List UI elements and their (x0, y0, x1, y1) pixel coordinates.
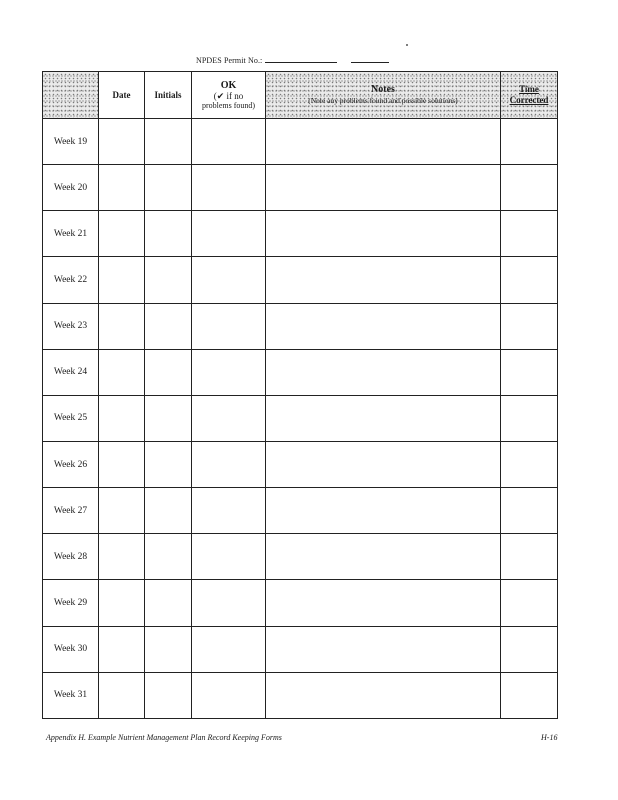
permit-number-blank-2[interactable] (351, 56, 389, 63)
initials-cell[interactable] (145, 349, 192, 395)
notes-cell[interactable] (266, 441, 501, 487)
initials-cell[interactable] (145, 165, 192, 211)
week-label: Week 28 (43, 534, 99, 580)
ok-cell[interactable] (192, 626, 266, 672)
header-notes-sub: (Note any problems found and possible solutions) (308, 96, 458, 105)
header-week-cell (43, 72, 99, 119)
week-label: Week 22 (43, 257, 99, 303)
permit-number-blank[interactable] (265, 56, 337, 63)
notes-cell[interactable] (266, 488, 501, 534)
ok-cell[interactable] (192, 303, 266, 349)
notes-cell[interactable] (266, 119, 501, 165)
ok-cell[interactable] (192, 211, 266, 257)
ok-cell[interactable] (192, 165, 266, 211)
initials-cell[interactable] (145, 211, 192, 257)
table-row (43, 534, 558, 580)
table-row (43, 257, 558, 303)
notes-cell[interactable] (266, 257, 501, 303)
initials-cell[interactable] (145, 303, 192, 349)
header-ok-title: OK (220, 79, 237, 91)
table-row (43, 626, 558, 672)
notes-cell[interactable] (266, 349, 501, 395)
week-label: Week 21 (43, 211, 99, 257)
notes-cell[interactable] (266, 534, 501, 580)
week-label: Week 25 (43, 395, 99, 441)
date-cell[interactable] (99, 303, 145, 349)
date-cell[interactable] (99, 395, 145, 441)
time-corrected-cell[interactable] (501, 165, 558, 211)
ok-cell[interactable] (192, 257, 266, 303)
time-corrected-cell[interactable] (501, 534, 558, 580)
week-label: Week 20 (43, 165, 99, 211)
initials-cell[interactable] (145, 257, 192, 303)
header-notes-title: Notes (371, 84, 395, 95)
weekly-inspection-table (42, 71, 558, 719)
date-cell[interactable] (99, 441, 145, 487)
permit-number-label: NPDES Permit No.: (196, 56, 263, 65)
ok-cell[interactable] (192, 349, 266, 395)
header-time-line1: Time (519, 84, 539, 94)
week-label: Week 24 (43, 349, 99, 395)
date-cell[interactable] (99, 119, 145, 165)
table-row (43, 672, 558, 718)
header-ok-line1: (✔ if no (213, 90, 244, 101)
time-corrected-cell[interactable] (501, 395, 558, 441)
footer-appendix-title: Appendix H. Example Nutrient Management Plan Record Keeping Forms (46, 733, 282, 742)
ok-cell[interactable] (192, 441, 266, 487)
week-label: Week 31 (43, 672, 99, 718)
time-corrected-cell[interactable] (501, 672, 558, 718)
ok-cell[interactable] (192, 672, 266, 718)
ok-cell[interactable] (192, 395, 266, 441)
notes-cell[interactable] (266, 626, 501, 672)
ok-cell[interactable] (192, 534, 266, 580)
initials-cell[interactable] (145, 672, 192, 718)
table-row (43, 211, 558, 257)
table-row (43, 488, 558, 534)
table-row (43, 580, 558, 626)
time-corrected-cell[interactable] (501, 257, 558, 303)
time-corrected-cell[interactable] (501, 580, 558, 626)
table-header-row (43, 72, 558, 119)
week-label: Week 27 (43, 488, 99, 534)
initials-cell[interactable] (145, 534, 192, 580)
notes-cell[interactable] (266, 165, 501, 211)
ok-cell[interactable] (192, 580, 266, 626)
time-corrected-cell[interactable] (501, 349, 558, 395)
week-label: Week 19 (43, 119, 99, 165)
notes-cell[interactable] (266, 395, 501, 441)
initials-cell[interactable] (145, 580, 192, 626)
header-time-line2: Corrected (509, 95, 549, 105)
week-label: Week 30 (43, 626, 99, 672)
time-corrected-cell[interactable] (501, 441, 558, 487)
footer-page-number: H-16 (541, 733, 558, 742)
header-time-corrected (501, 72, 558, 119)
permit-number-line (196, 56, 389, 65)
date-cell[interactable] (99, 626, 145, 672)
time-corrected-cell[interactable] (501, 303, 558, 349)
initials-cell[interactable] (145, 395, 192, 441)
initials-cell[interactable] (145, 441, 192, 487)
ok-cell[interactable] (192, 488, 266, 534)
ok-cell[interactable] (192, 119, 266, 165)
date-cell[interactable] (99, 165, 145, 211)
date-cell[interactable] (99, 672, 145, 718)
date-cell[interactable] (99, 580, 145, 626)
initials-cell[interactable] (145, 626, 192, 672)
time-corrected-cell[interactable] (501, 119, 558, 165)
notes-cell[interactable] (266, 211, 501, 257)
table-row (43, 395, 558, 441)
date-cell[interactable] (99, 534, 145, 580)
date-cell[interactable] (99, 349, 145, 395)
table-row (43, 349, 558, 395)
date-cell[interactable] (99, 257, 145, 303)
table-row (43, 441, 558, 487)
notes-cell[interactable] (266, 580, 501, 626)
table-row (43, 165, 558, 211)
header-notes (266, 72, 501, 119)
time-corrected-cell[interactable] (501, 211, 558, 257)
table-row (43, 303, 558, 349)
notes-cell[interactable] (266, 303, 501, 349)
date-cell[interactable] (99, 488, 145, 534)
header-ok-line2: problems found) (201, 100, 256, 110)
notes-cell[interactable] (266, 672, 501, 718)
initials-cell[interactable] (145, 488, 192, 534)
time-corrected-cell[interactable] (501, 488, 558, 534)
header-initials: Initials (145, 72, 192, 119)
header-date: Date (99, 72, 145, 119)
scan-speck (406, 44, 408, 46)
week-label: Week 29 (43, 580, 99, 626)
date-cell[interactable] (99, 211, 145, 257)
week-label: Week 26 (43, 441, 99, 487)
week-label: Week 23 (43, 303, 99, 349)
header-ok (192, 72, 266, 119)
table-row (43, 119, 558, 165)
time-corrected-cell[interactable] (501, 626, 558, 672)
initials-cell[interactable] (145, 119, 192, 165)
